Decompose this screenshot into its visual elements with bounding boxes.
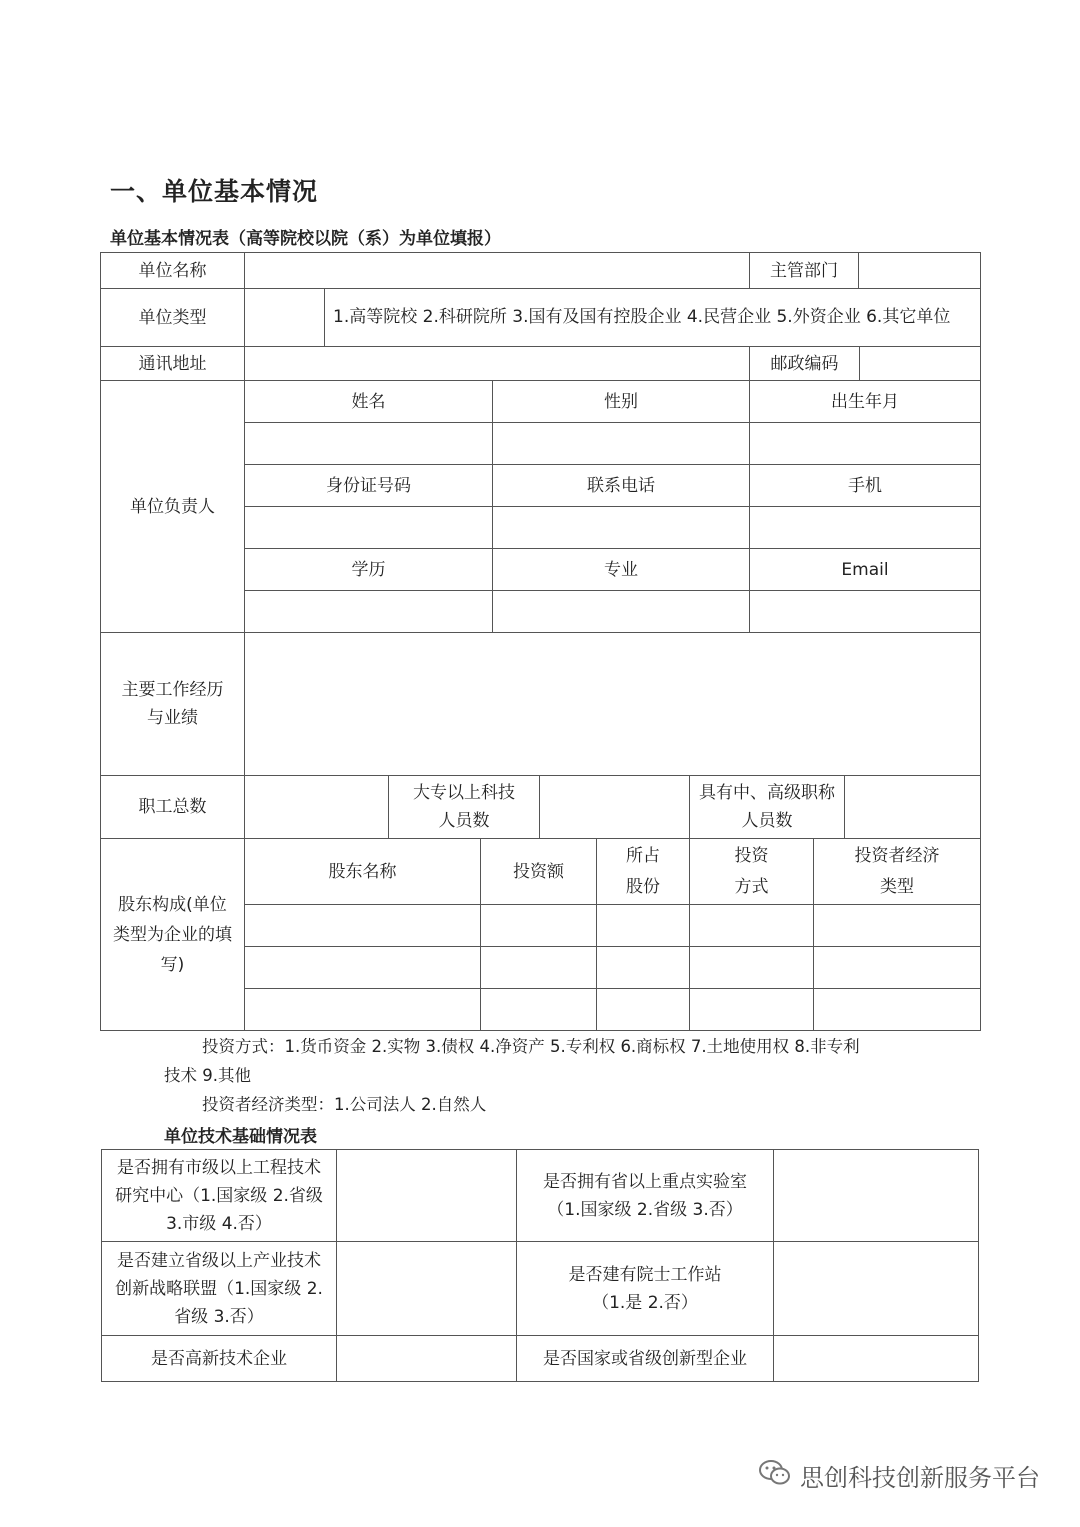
q-key-lab-line2: （1.国家级 2.省级 3.否） xyxy=(547,1199,743,1220)
major-label: 专业 xyxy=(493,549,750,591)
q-engineering-center: 是否拥有市级以上工程技术研究中心（1.国家级 2.省级 3.市级 4.否） xyxy=(102,1150,337,1242)
sh-row1-share[interactable] xyxy=(597,905,690,947)
experience-field[interactable] xyxy=(245,633,981,776)
major-field[interactable] xyxy=(493,591,750,633)
table2-caption: 单位技术基础情况表 xyxy=(164,1127,317,1147)
q-innovation-alliance: 是否建立省级以上产业技术创新战略联盟（1.国家级 2.省级 3.否） xyxy=(102,1242,337,1336)
address-label: 通讯地址 xyxy=(101,347,245,381)
college-staff-label: 大专以上科技人员数 xyxy=(389,776,540,839)
q-academician-station-line2: （1.是 2.否） xyxy=(592,1292,698,1313)
mobile-label: 手机 xyxy=(750,465,981,507)
sh-row2-share[interactable] xyxy=(597,947,690,989)
sh-row1-name[interactable] xyxy=(245,905,481,947)
invest-method-note: 投资方式：1.货币资金 2.实物 3.债权 4.净资产 5.专利权 6.商标权 7.土地使用权 8.非专利 xyxy=(202,1037,860,1056)
email-field[interactable] xyxy=(750,591,981,633)
unit-basic-info-table xyxy=(100,252,981,347)
unit-type-field[interactable] xyxy=(245,289,325,347)
tech-base-table xyxy=(101,1149,979,1382)
phone-label: 联系电话 xyxy=(493,465,750,507)
innovation-alliance-field[interactable] xyxy=(337,1242,517,1336)
postcode-label: 邮政编码 xyxy=(750,347,860,381)
authority-label: 主管部门 xyxy=(750,253,859,289)
sh-row3-amount[interactable] xyxy=(481,989,597,1031)
sh-method-label: 投资方式 xyxy=(690,839,814,905)
unit-type-options: 1.高等院校 2.科研院所 3.国有及国有控股企业 4.民营企业 5.外资企业 6.其它单位 xyxy=(325,289,981,347)
college-staff-field[interactable] xyxy=(540,776,690,839)
sh-row3-method[interactable] xyxy=(690,989,814,1031)
sh-row1-amount[interactable] xyxy=(481,905,597,947)
section-title: 一、单位基本情况 xyxy=(110,177,319,206)
engineering-center-field[interactable] xyxy=(337,1150,517,1242)
sh-type-label: 投资者经济类型 xyxy=(814,839,981,905)
sh-row1-type[interactable] xyxy=(814,905,981,947)
unit-type-label: 单位类型 xyxy=(101,289,245,347)
wechat-icon xyxy=(758,1459,792,1493)
leader-label: 单位负责人 xyxy=(101,381,245,633)
sh-amount-label: 投资额 xyxy=(481,839,597,905)
table1-caption: 单位基本情况表（高等院校以院（系）为单位填报） xyxy=(110,229,501,249)
sh-row2-name[interactable] xyxy=(245,947,481,989)
id-field[interactable] xyxy=(245,507,493,549)
sh-row3-name[interactable] xyxy=(245,989,481,1031)
address-field[interactable] xyxy=(245,347,750,381)
authority-field[interactable] xyxy=(859,253,981,289)
sh-name-label: 股东名称 xyxy=(245,839,481,905)
phone-field[interactable] xyxy=(493,507,750,549)
unit-name-label: 单位名称 xyxy=(101,253,245,289)
q-high-tech: 是否高新技术企业 xyxy=(102,1336,337,1382)
shareholder-table xyxy=(100,838,981,1031)
invest-method-note-cont: 技术 9.其他 xyxy=(164,1066,251,1085)
education-label: 学历 xyxy=(245,549,493,591)
q-key-lab xyxy=(517,1150,774,1242)
education-field[interactable] xyxy=(245,591,493,633)
staff-table xyxy=(100,775,981,839)
sh-row3-type[interactable] xyxy=(814,989,981,1031)
academician-station-field[interactable] xyxy=(774,1242,979,1336)
watermark-text: 思创科技创新服务平台 xyxy=(800,1464,1040,1492)
sh-row1-method[interactable] xyxy=(690,905,814,947)
q-key-lab-line1: 是否拥有省以上重点实验室 xyxy=(543,1171,747,1192)
name-label: 姓名 xyxy=(245,381,493,423)
q-innovative-enterprise: 是否国家或省级创新型企业 xyxy=(517,1336,774,1382)
q-academician-station xyxy=(517,1242,774,1336)
innovative-enterprise-field[interactable] xyxy=(774,1336,979,1382)
mobile-field[interactable] xyxy=(750,507,981,549)
gender-field[interactable] xyxy=(493,423,750,465)
sh-row2-amount[interactable] xyxy=(481,947,597,989)
sh-row2-type[interactable] xyxy=(814,947,981,989)
sh-row2-method[interactable] xyxy=(690,947,814,989)
senior-title-label: 具有中、高级职称人员数 xyxy=(690,776,845,839)
birth-label: 出生年月 xyxy=(750,381,981,423)
sh-row3-share[interactable] xyxy=(597,989,690,1031)
address-row-table xyxy=(100,346,981,381)
gender-label: 性别 xyxy=(493,381,750,423)
high-tech-field[interactable] xyxy=(337,1336,517,1382)
experience-label: 主要工作经历与业绩 xyxy=(101,633,245,776)
shareholder-label: 股东构成(单位类型为企业的填写) xyxy=(101,839,245,1031)
name-field[interactable] xyxy=(245,423,493,465)
postcode-field[interactable] xyxy=(860,347,981,381)
q-academician-station-line1: 是否建有院士工作站 xyxy=(568,1264,722,1285)
senior-title-field[interactable] xyxy=(845,776,981,839)
leader-table xyxy=(100,380,981,776)
staff-total-label: 职工总数 xyxy=(101,776,245,839)
sh-share-label: 所占股份 xyxy=(597,839,690,905)
birth-field[interactable] xyxy=(750,423,981,465)
email-label: Email xyxy=(750,549,981,591)
investor-type-note: 投资者经济类型：1.公司法人 2.自然人 xyxy=(202,1095,487,1114)
watermark xyxy=(758,1458,1040,1493)
key-lab-field[interactable] xyxy=(774,1150,979,1242)
staff-total-field[interactable] xyxy=(245,776,389,839)
unit-name-field[interactable] xyxy=(245,253,750,289)
id-label: 身份证号码 xyxy=(245,465,493,507)
